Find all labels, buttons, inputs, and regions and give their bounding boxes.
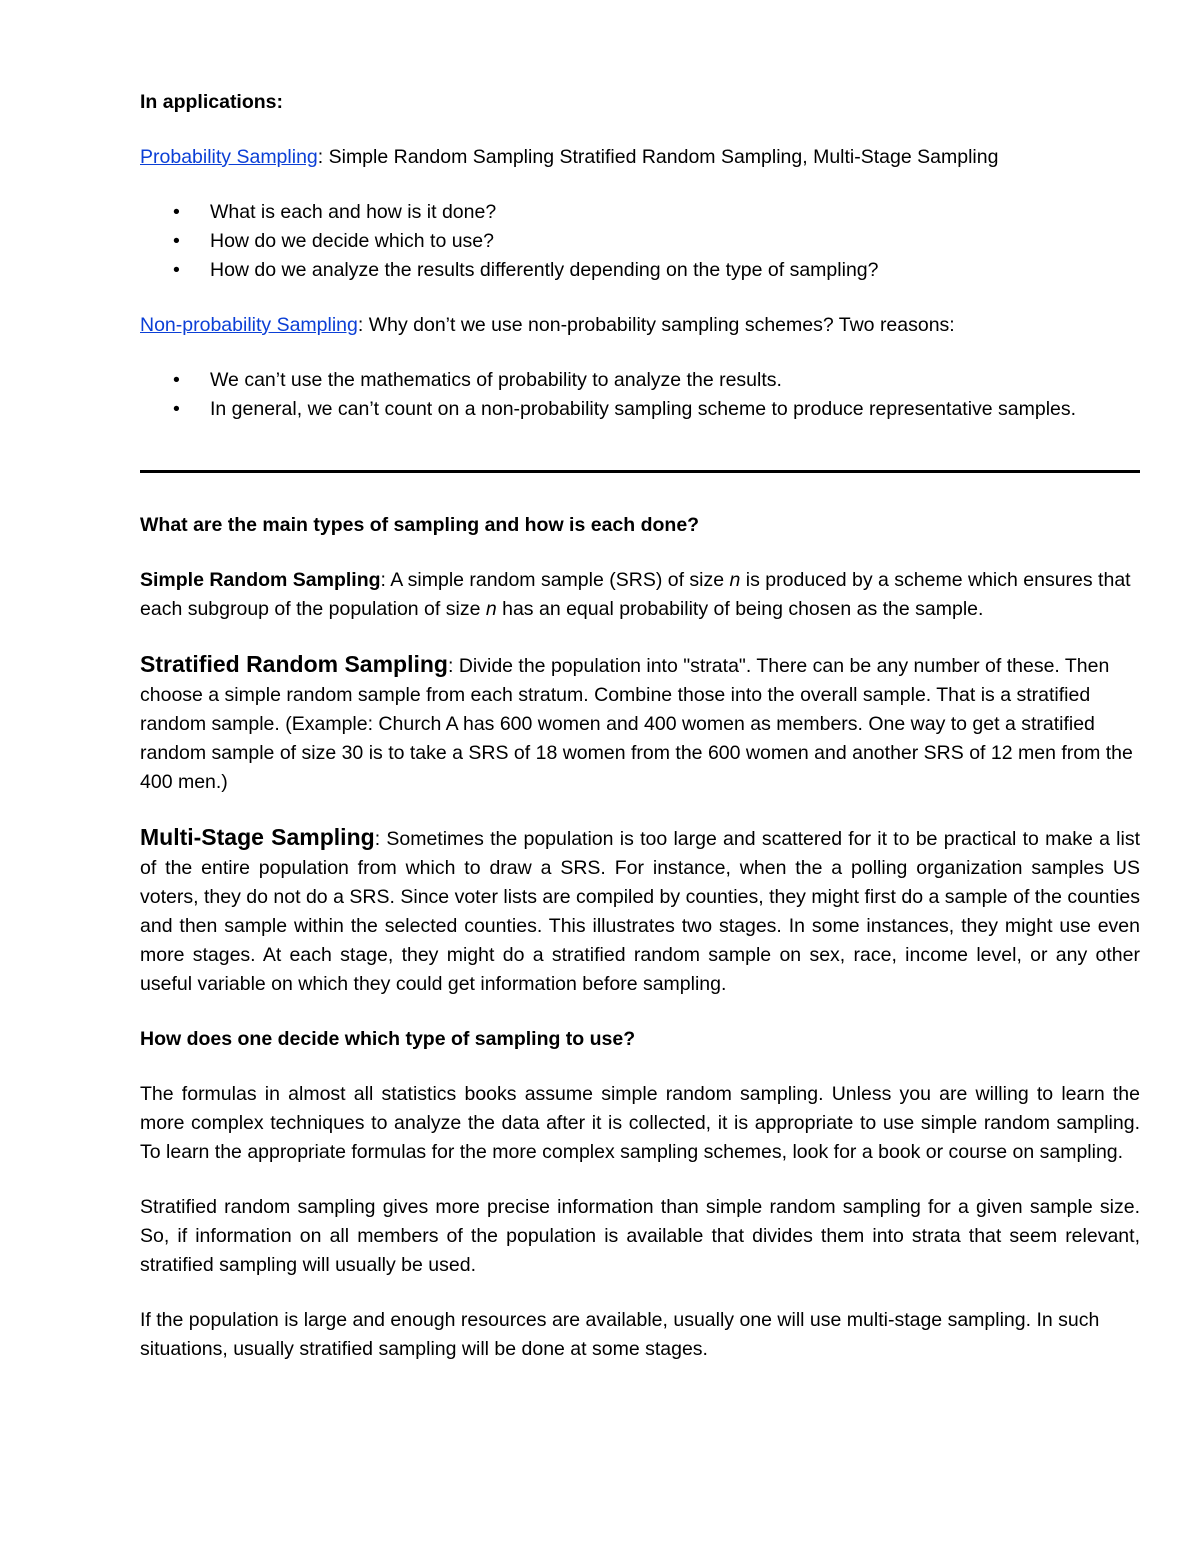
list-item-text: We can’t use the mathematics of probability to analyze the results.	[210, 369, 782, 391]
list-item	[140, 256, 1140, 285]
list-item-text: In general, we can’t count on a non-probability sampling scheme to produce representative samples.	[210, 398, 1077, 420]
list-item	[140, 395, 1140, 424]
non-probability-sampling-line	[140, 311, 1140, 340]
bullet-icon: •	[173, 398, 180, 420]
bullet-icon: •	[173, 369, 180, 391]
decide-paragraph: If the population is large and enough resources are available, usually one will use multi-stage sampling. In such situations, usually stratified sampling will be done at some stages.	[140, 1309, 1100, 1360]
probability-sampling-link[interactable]: Probability Sampling	[140, 146, 318, 168]
simple-random-sampling-paragraph: Simple Random Sampling: A simple random sample (SRS) of size n is produced by a scheme which ensures that each subgroup of the population of size n has an equal probability of being chosen as the sample.	[140, 569, 1131, 620]
probability-questions-list	[140, 198, 1140, 285]
multi-stage-sampling-paragraph: Multi-Stage Sampling: Sometimes the population is too large and scattered for it to be practical to make a list of the entire population from which to draw a SRS. For instance, when the a polling organization samples US voters, they do not do a SRS. Since voter lists are compiled by counties, they might first do a sample of the counties and then sample within the selected counties. This illustrates two stages. In some instances, they might use even more stages. At each stage, they might do a stratified random sample on sex, race, income level, or any other useful variable on which they could get information before sampling.	[140, 824, 1141, 995]
types-heading: What are the main types of sampling and how is each done?	[140, 514, 700, 536]
multi-stage-sampling-term: Multi-Stage Sampling	[140, 824, 375, 850]
document-page	[140, 88, 1140, 1364]
simple-random-sampling-term: Simple Random Sampling	[140, 569, 381, 591]
non-probability-sampling-link[interactable]: Non-probability Sampling	[140, 314, 358, 336]
stratified-random-sampling-term: Stratified Random Sampling	[140, 651, 448, 677]
probability-sampling-line	[140, 143, 1140, 172]
section-divider	[140, 470, 1140, 473]
non-probability-sampling-text: : Why don’t we use non-probability sampling schemes? Two reasons:	[357, 314, 955, 336]
bullet-icon: •	[173, 201, 180, 223]
decide-heading: How does one decide which type of sampling to use?	[140, 1028, 636, 1050]
list-item-text: What is each and how is it done?	[210, 201, 497, 223]
probability-sampling-text: : Simple Random Sampling Stratified Random Sampling, Multi-Stage Sampling	[317, 146, 999, 168]
list-item	[140, 227, 1140, 256]
list-item-text: How do we decide which to use?	[210, 230, 494, 252]
decide-paragraph: The formulas in almost all statistics books assume simple random sampling. Unless you are willing to learn the more complex techniques to analyze the data after it is collected, it is appropriate to use simple random sampling. To learn the appropriate formulas for the more complex sampling schemes, look for a book or course on sampling.	[140, 1083, 1140, 1163]
bullet-icon: •	[173, 259, 180, 281]
list-item	[140, 366, 1140, 395]
stratified-random-sampling-paragraph: Stratified Random Sampling: Divide the population into "strata". There can be any number of these. Then choose a simple random sample from each stratum. Combine those into the overall sample. That is a stratified random sample. (Example: Church A has 600 women and 400 women as members. One way to get a stratified random sample of size 30 is to take a SRS of 18 women from the 600 women and another SRS of 12 men from the 400 men.)	[140, 651, 1133, 793]
intro-heading: In applications:	[140, 91, 284, 113]
non-probability-reasons-list	[140, 366, 1140, 424]
decide-paragraph: Stratified random sampling gives more precise information than simple random sampling for a given sample size. So, if information on all members of the population is available that divides them into strata that seem relevant, stratified sampling will usually be used.	[140, 1196, 1140, 1276]
bullet-icon: •	[173, 230, 180, 252]
list-item	[140, 198, 1140, 227]
list-item-text: How do we analyze the results differently depending on the type of sampling?	[210, 259, 879, 281]
